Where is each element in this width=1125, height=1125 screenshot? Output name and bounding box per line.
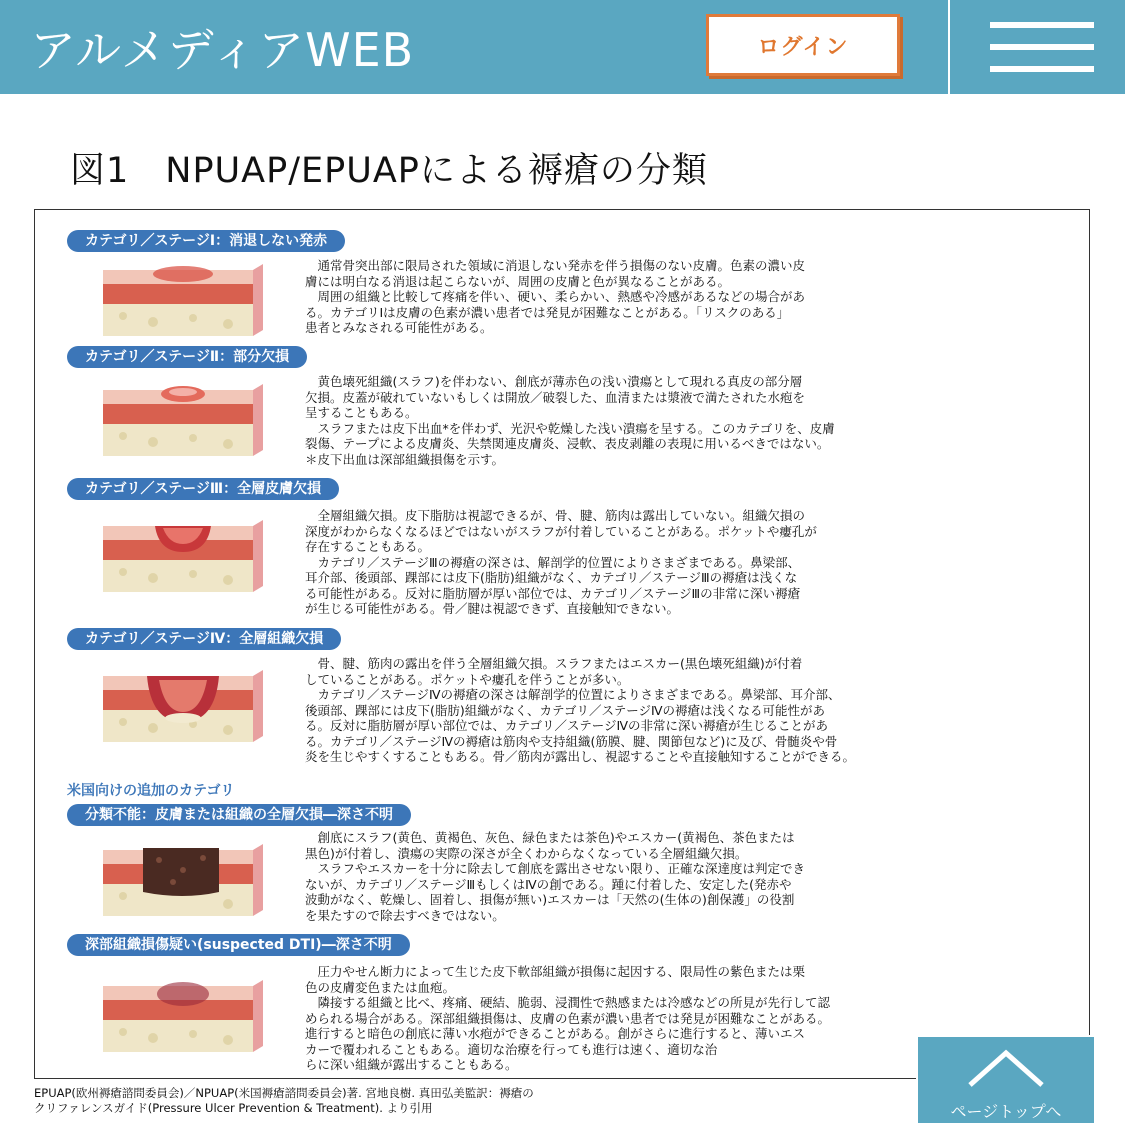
description-line: 後頭部、踝部には皮下(脂肪)組織がなく、カテゴリ／ステージⅣの褥瘡は浅くなる可能性があ [305, 702, 826, 718]
description-line: 波動がなく、乾燥し、固着し、損傷が無い)エスカーは「天然の(生体の)創保護」の役割 [305, 892, 795, 907]
skin-illustration-suspected-dti [103, 976, 263, 1052]
description-line: 色の皮膚変色または血疱。 [305, 979, 456, 995]
hamburger-icon[interactable] [948, 0, 1125, 94]
description-line: 膚には明白なる消退は起こらないが、周囲の皮膚と色が異なることがある。 [305, 273, 731, 289]
description-line: る。カテゴリ／ステージⅣの褥瘡は筋肉や支持組織(筋膜、腱、関節包など)に及び、骨髄炎や骨 [305, 733, 838, 749]
description-line: 炎を生じやすくすることもある。骨／筋肉が露出し、視認することや直接触知することができる。 [305, 749, 856, 764]
classification-figure [34, 209, 1090, 1079]
description-line: 耳介部、後頭部、踝部には皮下(脂肪)組織がなく、カテゴリ／ステージⅢの褥瘡は浅くな [305, 570, 798, 585]
unstageable-description [305, 830, 1065, 923]
figure-credit [34, 1086, 934, 1116]
description-line: 裂傷、テープによる皮膚炎、失禁関連皮膚炎、浸軟、表皮剥離の表現に用いるべきではない。 [305, 436, 830, 451]
description-line: る。カテゴリⅠは皮膚の色素が濃い患者では発見が困難なことがある。「リスクのある」 [305, 304, 790, 320]
category-3-label: カテゴリ／ステージⅢ：全層皮膚欠損 [67, 478, 339, 500]
description-line: 創底にスラフ(黄色、黄褐色、灰色、緑色または茶色)やエスカー(黄褐色、茶色または [305, 830, 795, 845]
description-line: められる場合がある。深部組織損傷は、皮膚の色素が濃い患者では発見が困難なことがある。 [305, 1010, 831, 1026]
category-3-description [305, 508, 1065, 617]
description-line: 患者とみなされる可能性がある。 [305, 320, 493, 335]
credit-line: クリファレンスガイド(Pressure Ulcer Prevention & Treatment). より引用 [34, 1101, 433, 1115]
skin-illustration-stage-3 [103, 516, 263, 592]
description-line: 進行すると暗色の創底に薄い水疱ができることがある。創がさらに進行すると、薄いエス [305, 1026, 806, 1041]
us-additional-heading: 米国向けの追加のカテゴリ [67, 783, 235, 799]
category-4-description [305, 656, 1065, 765]
description-line: を果たすので除去すべきではない。 [305, 907, 505, 923]
description-line: が生じる可能性がある。骨／腱は視認できず、直接触知できない。 [305, 601, 680, 616]
description-line: 黒色)が付着し、潰瘍の実際の深さが全くわからなくなっている全層組織欠損。 [305, 845, 748, 861]
skin-illustration-stage-1 [103, 260, 263, 336]
description-line: 存在することもある。 [305, 539, 431, 554]
page-top-button[interactable] [916, 1035, 1096, 1125]
credit-line: EPUAP(欧州褥瘡諮問委員会)／NPUAP(米国褥瘡諮問委員会)著. 宮地良樹. 真田弘美監訳：褥瘡の [34, 1086, 534, 1100]
description-line: らに深い組織が露出することもある。 [305, 1057, 518, 1072]
category-2-label: カテゴリ／ステージⅡ：部分欠損 [67, 346, 307, 368]
category-2-description [305, 374, 1065, 467]
login-button[interactable]: ログイン [706, 14, 900, 76]
description-line: 隣接する組織と比べ、疼痛、硬結、脆弱、浸潤性で熱感または冷感などの所見が先行して認 [305, 995, 831, 1010]
skin-illustration-stage-2 [103, 380, 263, 456]
description-line: る。反対に脂肪層が厚い部位では、カテゴリ／ステージⅣの非常に深い褥瘡が生じることがあ [305, 718, 829, 733]
description-line: ないが、カテゴリ／ステージⅢもしくはⅣの創である。踵に付着した、安定した(発赤や [305, 876, 792, 892]
description-line: していることがある。ポケットや瘻孔を伴うことが多い。 [305, 671, 630, 687]
site-header [0, 0, 1125, 94]
description-line: 黄色壊死組織(スラフ)を伴わない、創底が薄赤色の浅い潰瘍として現れる真皮の部分層 [305, 374, 803, 389]
description-line: 全層組織欠損。皮下脂肪は視認できるが、骨、腱、筋肉は露出していない。組織欠損の [305, 508, 806, 523]
figure-title: 図1 NPUAP/EPUAPによる褥瘡の分類 [70, 151, 708, 191]
description-line: 骨、腱、筋肉の露出を伴う全層組織欠損。スラフまたはエスカー(黒色壊死組織)が付着 [305, 656, 803, 671]
skin-illustration-stage-4 [103, 666, 263, 742]
suspected-dti-label: 深部組織損傷疑い(suspected DTI)―深さ不明 [67, 934, 410, 956]
description-line: カーで覆われることもある。適切な治療を行っても進行は速く、適切な治 [305, 1041, 718, 1057]
description-line: 深度がわからなくなるほどではないがスラフが付着していることがある。ポケットや瘻孔が [305, 523, 817, 539]
description-line: 周囲の組織と比較して疼痛を伴い、硬い、柔らかい、熱感や冷感があるなどの場合があ [305, 289, 806, 304]
category-4-label: カテゴリ／ステージⅣ：全層組織欠損 [67, 628, 341, 650]
description-line: ＊皮下出血は深部組織損傷を示す。 [305, 451, 505, 467]
unstageable-label: 分類不能：皮膚または組織の全層欠損―深さ不明 [67, 804, 411, 826]
description-line: カテゴリ／ステージⅢの褥瘡の深さは、解剖学的位置によりさまざまである。鼻梁部、 [305, 554, 801, 570]
category-1-description [305, 258, 1065, 336]
page-top-label: ページトップへ [950, 1102, 1062, 1121]
description-line: 圧力やせん断力によって生じた皮下軟部組織が損傷に起因する、限局性の紫色または栗 [305, 964, 806, 979]
skin-illustration-unstageable [103, 840, 263, 916]
description-line: 欠損。皮蓋が破れていないもしくは開放／破裂した、血清または漿液で満たされた水疱を [305, 389, 806, 405]
category-1-label: カテゴリ／ステージⅠ：消退しない発赤 [67, 230, 345, 252]
description-line: スラフやエスカーを十分に除去して創底を露出させない限り、正確な深達度は判定でき [305, 861, 806, 876]
description-line: る可能性がある。反対に脂肪層が厚い部位では、カテゴリ／ステージⅢの非常に深い褥瘡 [305, 585, 801, 601]
description-line: 呈することもある。 [305, 405, 418, 420]
description-line: 通常骨突出部に限局された領域に消退しない発赤を伴う損傷のない皮膚。色素の濃い皮 [305, 258, 806, 273]
description-line: スラフまたは皮下出血*を伴わず、光沢や乾燥した浅い潰瘍を呈する。このカテゴリを、皮膚 [305, 420, 835, 436]
chevron-up-icon [964, 1047, 1048, 1089]
site-logo[interactable]: アルメディアWEB [30, 23, 415, 77]
description-line: カテゴリ／ステージⅣの褥瘡の深さは解剖学的位置によりさまざまである。鼻梁部、耳介部、 [305, 687, 841, 702]
